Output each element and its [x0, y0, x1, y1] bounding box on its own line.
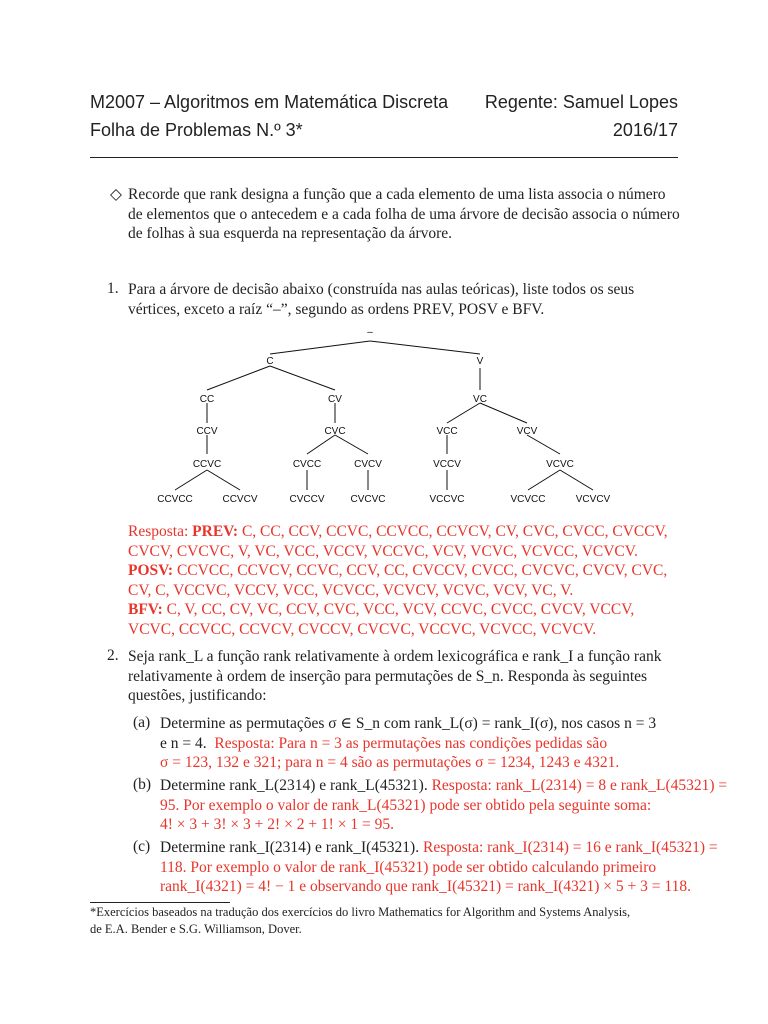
part-line: Determine as permutações σ ∈ S_n com rank_L(σ) = rank_I(σ), nos casos n = 3	[160, 715, 657, 732]
part-a	[160, 714, 680, 773]
tree-node: C	[266, 356, 274, 367]
tree-leaf: CCVCC	[157, 494, 193, 505]
part-label: (a)	[133, 714, 151, 731]
tree-node: CC	[199, 394, 215, 405]
part-c	[160, 838, 718, 897]
answer-text: Resposta: rank_I(2314) = 16 e rank_I(45321) =	[422, 839, 718, 856]
problem-number: 1.	[107, 280, 119, 297]
problem-2-statement	[128, 647, 680, 706]
remark-line: de folhas à sua esquerda na representação da árvore.	[128, 225, 453, 242]
answer-line: 118. Por exemplo o valor de rank_I(45321) pode ser obtido calculando primeiro	[160, 858, 657, 876]
tree-node: VCC	[436, 426, 458, 437]
statement-line: vértices, exceto a raíz “–”, segundo as ordens PREV, POSV e BFV.	[128, 300, 545, 318]
footnote-rule	[90, 902, 230, 903]
question-text: Determine rank_L(2314) e rank_L(45321).	[160, 777, 428, 794]
tree-node: CV	[328, 394, 342, 405]
course-title: M2007 – Algoritmos em Matemática Discreta	[90, 92, 449, 112]
answer-line: CVCV, CVCVC, V, VC, VCC, VCCV, VCCVC, VCV, VCVC, VCVCC, VCVCV.	[128, 542, 638, 560]
remark-line: de elementos que o antecedem e a cada folha de uma árvore de decisão associa o número	[128, 205, 680, 223]
order-label: PREV:	[192, 523, 239, 540]
diamond-bullet-icon: ◇	[110, 186, 122, 203]
tree-node: CVCV	[354, 459, 382, 470]
part-label: (b)	[133, 776, 152, 793]
tree-root-node: –	[367, 327, 373, 338]
tree-leaf: CCVCV	[222, 494, 258, 505]
header-rule	[90, 157, 678, 158]
order-label: BFV:	[128, 601, 163, 618]
footnote-line: de E.A. Bender e S.G. Williamson, Dover.	[90, 922, 302, 936]
answer-1	[128, 522, 680, 639]
tree-leaf: CVCVC	[350, 494, 386, 505]
question-text: Determine rank_I(2314) e rank_I(45321).	[160, 839, 420, 856]
tree-leaf: VCVCV	[575, 494, 611, 505]
problem-1-statement	[128, 280, 680, 319]
part-b	[160, 776, 728, 835]
part-line	[160, 776, 728, 796]
statement-line: questões, justificando:	[128, 687, 267, 704]
academic-year: 2016/17	[612, 120, 678, 140]
statement-line: Seja rank_L a função rank relativamente à ordem lexicográfica e rank_I a função rank	[128, 648, 662, 665]
tree-node: CVC	[324, 426, 346, 437]
part-label: (c)	[133, 838, 151, 855]
answer-line: VCVC, CCVCC, CCVCV, CVCCV, CVCVC, VCCVC, VCVCC, VCVCV.	[128, 620, 597, 638]
answer-text: Resposta: rank_L(2314) = 8 e rank_L(45321) =	[431, 777, 728, 794]
order-list: C, V, CC, CV, VC, CCV, CVC, VCC, VCV, CCVC, CVCC, CVCV, VCCV,	[162, 601, 635, 618]
footnote	[90, 904, 690, 938]
tree-node: V	[476, 356, 484, 367]
tree-node: CCVC	[192, 459, 222, 470]
answer-line: CV, C, VCCVC, VCCV, VCC, VCVCC, VCVCV, VCVC, VCV, VC, V.	[128, 581, 574, 599]
answer-line: σ = 123, 132 e 321; para n = 4 são as permutações σ = 1234, 1243 e 4321.	[160, 754, 620, 771]
tree-leaf: CVCCV	[289, 494, 325, 505]
footnote-line: *Exercícios baseados na tradução dos exercícios do livro Mathematics for Algorithm and Systems Analysis,	[90, 905, 631, 919]
answer-prefix: Resposta:	[128, 523, 193, 540]
sheet-title: Folha de Problemas N.º 3*	[90, 120, 303, 140]
tree-node: VCV	[516, 426, 538, 437]
statement-line: Para a árvore de decisão abaixo (construída nas aulas teóricas), liste todos os seus	[128, 281, 635, 298]
tree-node: VCVC	[546, 459, 574, 470]
remark-line: Recorde que rank designa a função que a cada elemento de uma lista associa o número	[128, 186, 666, 203]
remark-text	[128, 185, 680, 244]
statement-line: relativamente à ordem de inserção para permutações de S_n. Responda às seguintes	[128, 667, 648, 685]
answer-line	[128, 522, 680, 542]
answer-line: rank_I(4321) = 4! − 1 e observando que rank_I(45321) = rank_I(4321) × 5 + 3 = 118.	[160, 878, 691, 895]
answer-line	[128, 600, 680, 620]
tree-node: VC	[473, 394, 487, 405]
tree-leaf: VCCVC	[429, 494, 465, 505]
tree-node: VCCV	[433, 459, 461, 470]
question-text: e n = 4.	[160, 734, 207, 752]
answer-text: Resposta: Para n = 3 as permutações nas condições pedidas são	[214, 734, 608, 752]
answer-line: 95. Por exemplo o valor de rank_L(45321) pode ser obtido pela seguinte soma:	[160, 796, 652, 814]
order-list: CCVCC, CCVCV, CCVC, CCV, CC, CVCCV, CVCC, CVCVC, CVCV, CVC,	[173, 562, 668, 579]
part-line	[160, 734, 680, 754]
tree-node: CCV	[196, 426, 218, 437]
tree-leaf: VCVCC	[510, 494, 546, 505]
part-line	[160, 838, 718, 858]
problem-number: 2.	[107, 647, 119, 664]
tree-node: CVCC	[292, 459, 322, 470]
answer-line	[128, 561, 680, 581]
order-label: POSV:	[128, 562, 174, 579]
answer-line: 4! × 3 + 3! × 3 + 2! × 2 + 1! × 1 = 95.	[160, 816, 394, 833]
course-regent: Regente: Samuel Lopes	[484, 92, 678, 112]
order-list: C, CC, CCV, CCVC, CCVCC, CCVCV, CV, CVC, CVCC, CVCCV,	[238, 523, 668, 540]
decision-tree-diagram	[150, 322, 620, 512]
